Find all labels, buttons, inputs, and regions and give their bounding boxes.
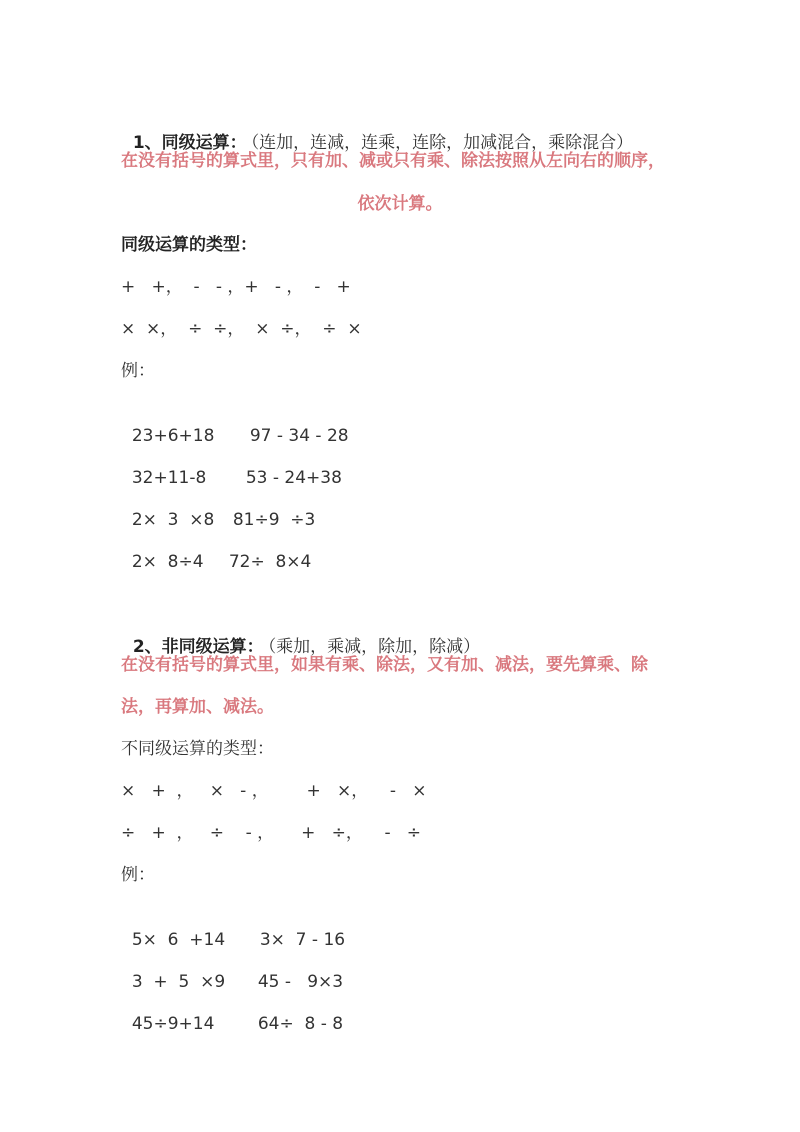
section1-example-row	[121, 526, 311, 574]
example-right: 72÷ 8×4	[228, 552, 312, 572]
section1-type-row-1: + +， - - ，+ - ， - +	[121, 277, 351, 297]
section1-heading	[121, 107, 633, 155]
section2-example-label: 例：	[121, 865, 155, 885]
example-right: 81÷9 ÷3	[232, 510, 316, 530]
section2-type-row-2: ÷ + ， ÷ - ， + ÷， - ÷	[121, 823, 422, 843]
example-left: 2× 3 ×8	[131, 510, 215, 530]
section1-rule-line2: 依次计算。	[357, 194, 443, 214]
example-left: 3 + 5 ×9	[131, 972, 226, 992]
example-right: 3× 7 - 16	[259, 930, 346, 950]
example-left: 32+11-8	[131, 468, 207, 488]
section2-example-row	[121, 946, 343, 994]
section2-rule-line1: 在没有括号的算式里，如果有乘、除法，又有加、减法，要先算乘、除	[121, 655, 648, 675]
section2-rule-line2: 法，再算加、减法。	[121, 697, 274, 717]
section2-example-row	[121, 988, 343, 1036]
example-left: 23+6+18	[131, 426, 215, 446]
section1-example-row	[121, 442, 342, 490]
example-left: 2× 8÷4	[131, 552, 204, 572]
example-left: 5× 6 +14	[131, 930, 226, 950]
section1-rule-line1: 在没有括号的算式里，只有加、减或只有乘、除法按照从左向右的顺序，	[121, 151, 665, 171]
example-right: 53 - 24+38	[245, 468, 342, 488]
section2-types-label: 不同级运算的类型：	[121, 739, 274, 759]
section2-title: 2、非同级运算：	[132, 637, 264, 657]
section1-type-row-2: × ×， ÷ ÷， × ÷， ÷ ×	[121, 319, 362, 339]
section2-example-row	[121, 904, 345, 952]
section1-paren: （连加，连减，连乘，连除，加减混合，乘除混合）	[250, 133, 634, 153]
example-right: 64÷ 8 - 8	[257, 1014, 344, 1034]
section1-title: 1、同级运算：	[132, 133, 247, 153]
example-right: 45 - 9×3	[257, 972, 344, 992]
section1-example-row	[121, 400, 349, 448]
section2-heading	[121, 611, 480, 659]
section2-type-row-1: × + ， × - ， + ×， - ×	[121, 781, 427, 801]
section2-paren: （乘加，乘减，除加，除减）	[267, 637, 481, 657]
example-left: 45÷9+14	[131, 1014, 215, 1034]
section1-example-row	[121, 484, 315, 532]
example-right: 97 - 34 - 28	[249, 426, 349, 446]
section1-types-label: 同级运算的类型：	[121, 235, 257, 255]
section1-example-label: 例：	[121, 361, 155, 381]
